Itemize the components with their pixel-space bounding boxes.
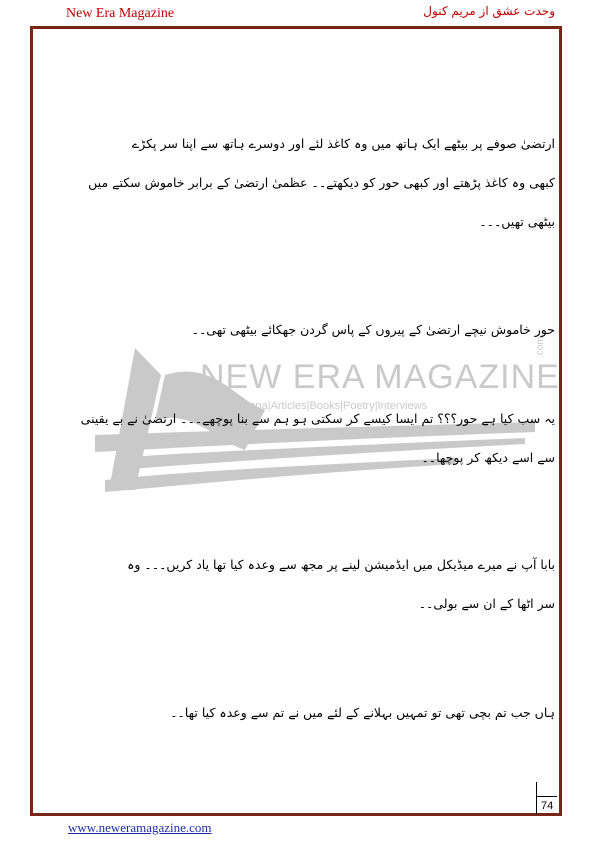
page-header-left: New Era Magazine: [66, 6, 175, 21]
page-number-rule: [537, 796, 557, 797]
paragraph-1: [70, 124, 555, 241]
text-line: ہاں جب تم بچی تھی تو تمہیں بہلانے کے لئے میں نے تم سے وعدہ کیا تھا۔۔: [170, 705, 555, 720]
paragraph-3: [70, 399, 555, 477]
text-line: سر اٹھا کے ان سے بولی۔۔: [418, 596, 555, 611]
footer-website-link[interactable]: www.neweramagazine.com: [68, 820, 212, 835]
text-line: ارتضیٰ صوفے پر بیٹھے ایک ہاتھ میں وہ کاغذ لئے اور دوسرے ہاتھ سے اپنا سر پکڑے: [131, 136, 555, 151]
watermark-title: NEW ERA MAGAZINE: [200, 358, 560, 396]
text-line: کبھی وہ کاغذ پڑھتے اور کبھی حور کو دیکھتے۔۔ عظمیٰ ارتضیٰ کے برابر خاموش سکتے میں: [88, 175, 555, 190]
page-number: 74: [541, 800, 554, 812]
paragraph-2: [70, 310, 555, 349]
text-line: بابا آپ نے میرے میڈیکل میں ایڈمیشن لینے پر مجھ سے وعدہ کیا تھا یاد کریں۔۔۔ وہ: [127, 557, 555, 572]
text-line: سے اسے دیکھ کر پوچھا۔۔: [421, 450, 555, 465]
text-line: یہ سب کیا ہے حور؟؟؟ تم ایسا کیسے کر سکتی ہو ہم سے بنا پوچھے۔۔۔ ارتضیٰ نے بے یقینی: [80, 411, 555, 426]
text-line: حور خاموش نیچے ارتضیٰ کے پیروں کے پاس گردن جھکائے بیٹھی تھی۔۔: [191, 322, 555, 337]
watermark-subtitle: Novels|Afsana|Articles|Books|Poetry|Interviews: [197, 400, 428, 412]
watermark-dotcom: .com: [535, 336, 546, 358]
paragraph-5: [70, 693, 555, 732]
text-line: بیٹھی تھیں۔۔۔: [479, 214, 555, 229]
page-number-divider: [536, 782, 537, 814]
page-header-right: وحدت عشق از مریم کنول: [423, 4, 555, 18]
paragraph-4: [70, 545, 555, 623]
